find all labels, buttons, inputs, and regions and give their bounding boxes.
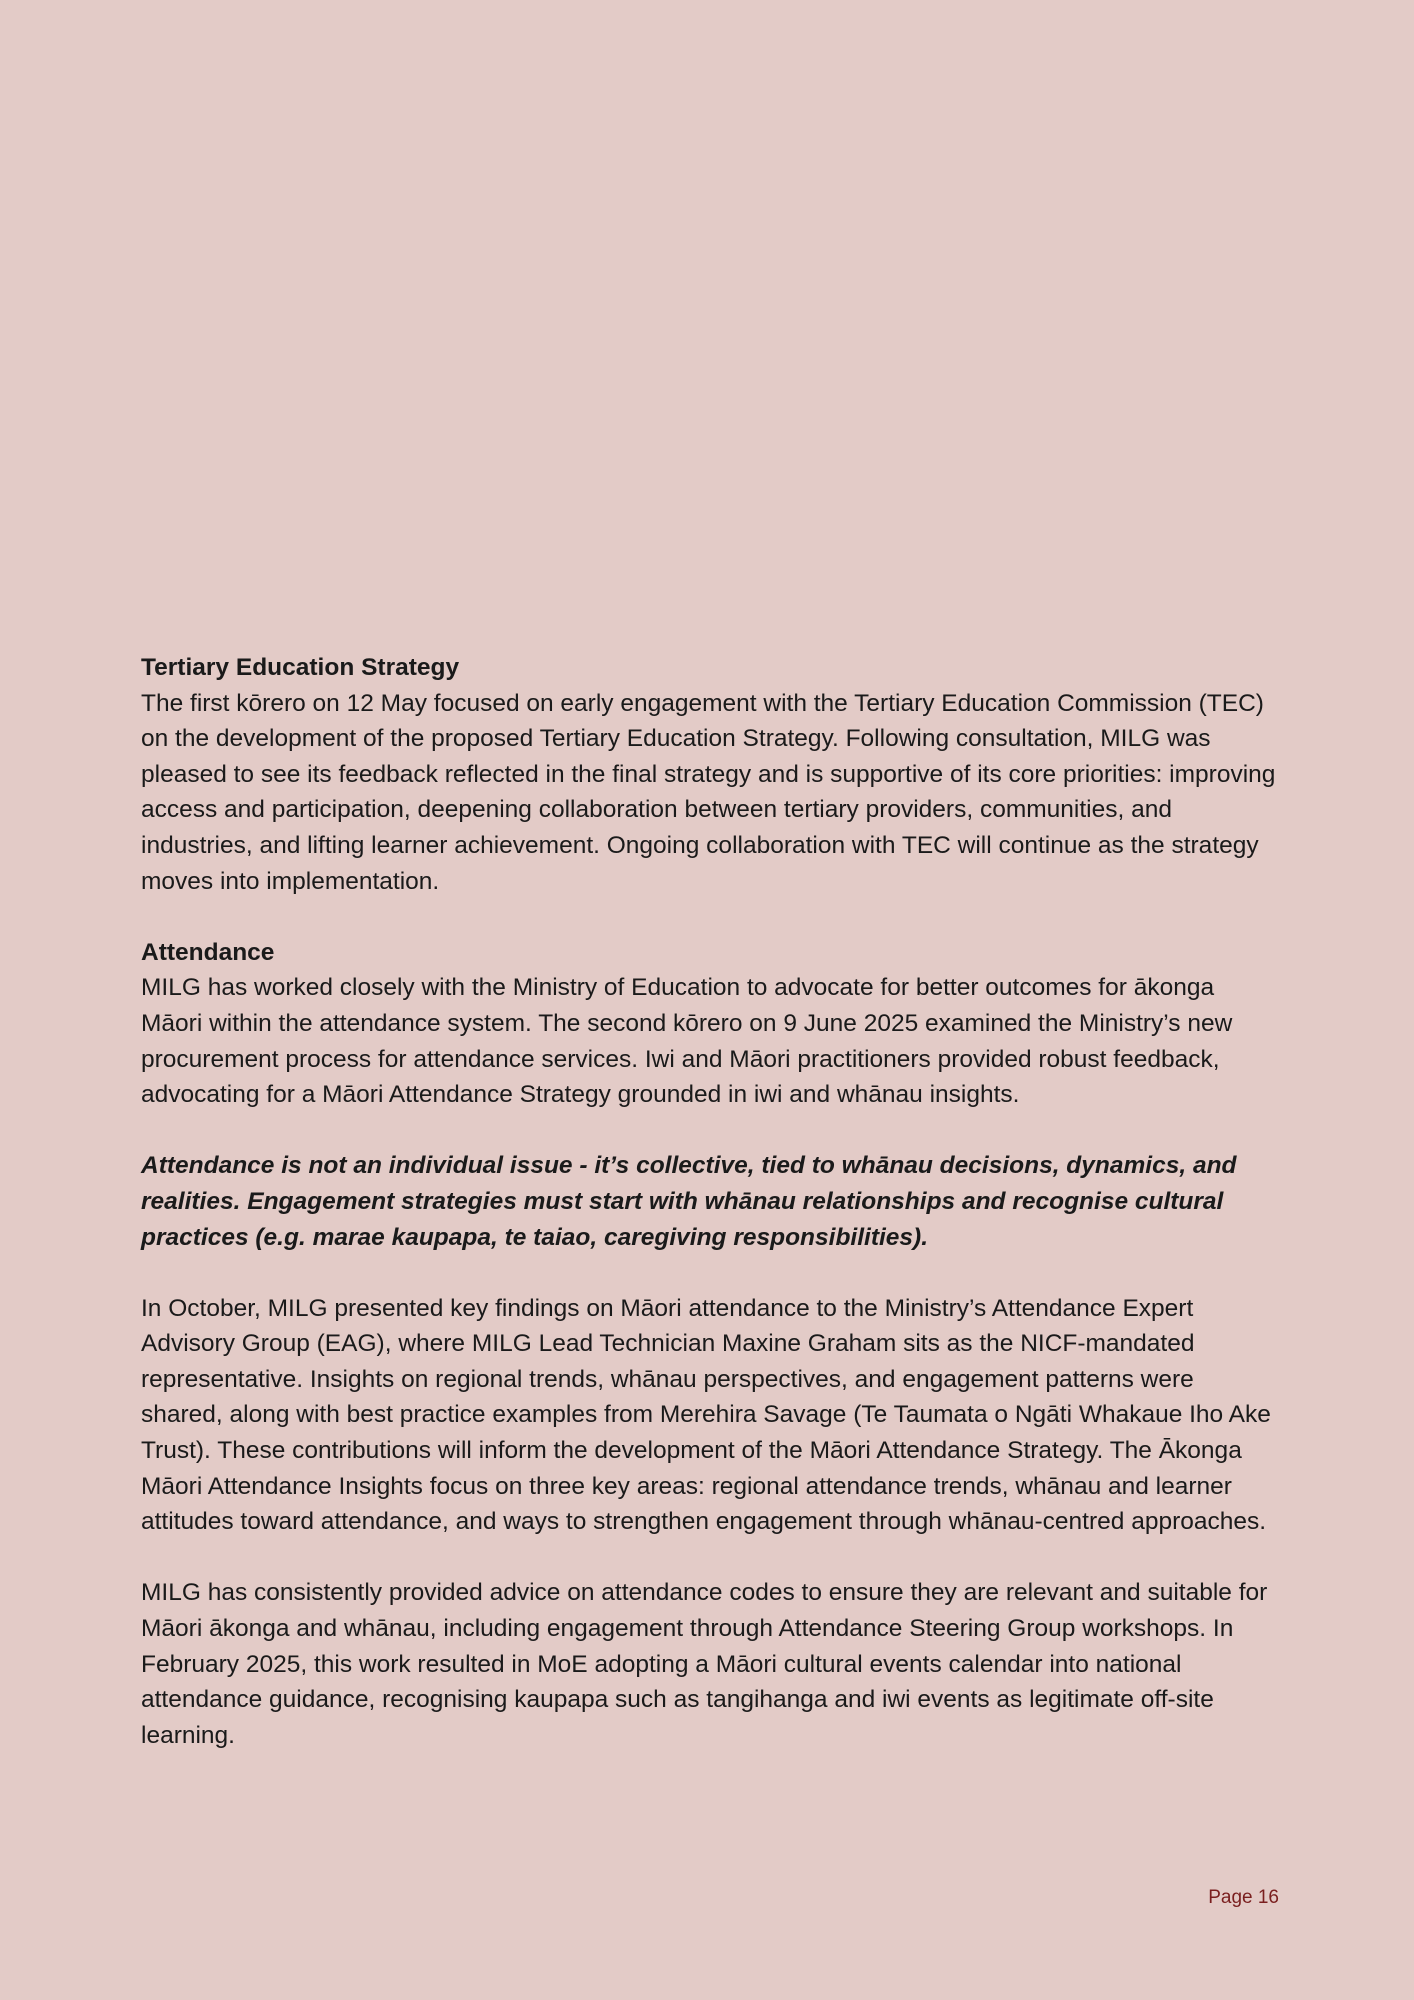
page-content: [141, 650, 1281, 1789]
attendance-heading: Attendance: [141, 938, 275, 966]
attendance-intro-paragraph: MILG has worked closely with the Ministry of Education to advocate for better outcomes for ākonga Māori within the attendance system. The second kōrero on 9 June 2025 examined the Ministry’s new procurement process for attendance services. Iwi and Māori practitioners provided robust feedback, advocating for a Māori Attendance Strategy grounded in iwi and whānau insights.: [141, 974, 1233, 1109]
tertiary-education-heading: Tertiary Education Strategy: [141, 654, 460, 681]
attendance-october-paragraph: In October, MILG presented key findings on Māori attendance to the Ministry’s Attendance Expert Advisory Group (EAG), where MILG Lead Technician Maxine Graham sits as the NICF-mandated representative. Insights on regional trends, whānau perspectives, and engagement patterns were shared, along with best practice examples from Merehira Savage (Te Taumata o Ngāti Whakaue Iho Ake Trust). These contributions will inform the development of the Māori Attendance Strategy. The Ākonga Māori Attendance Insights focus on three key areas: regional attendance trends, whānau and learner attitudes toward attendance, and ways to strengthen engagement through whānau-centred approaches.: [141, 1294, 1271, 1536]
tertiary-education-paragraph: The first kōrero on 12 May focused on early engagement with the Tertiary Education Commission (TEC) on the development of the proposed Tertiary Education Strategy. Following consultation, MILG was pleased to see its feedback reflected in the final strategy and is supportive of its core priorities: improving access and participation, deepening collaboration between tertiary providers, communities, and industries, and lifting learner achievement. Ongoing collaboration with TEC will continue as the strategy moves into implementation.: [141, 689, 1276, 895]
attendance-codes-paragraph: MILG has consistently provided advice on attendance codes to ensure they are relevant and suitable for Māori ākonga and whānau, including engagement through Attendance Steering Group workshops. In February 2025, this work resulted in MoE adopting a Māori cultural events calendar into national attendance guidance, recognising kaupapa such as tangihanga and iwi events as legitimate off-site learning.: [141, 1579, 1268, 1749]
page-number: Page 16: [1208, 1887, 1279, 1908]
attendance-pull-quote: Attendance is not an individual issue - it’s collective, tied to whānau decisions, dynamics, and realities. Engagement strategies must start with whānau relationships and recognise cultural practices (e.g. marae kaupapa, te taiao, caregiving responsibilities).: [141, 1152, 1237, 1251]
